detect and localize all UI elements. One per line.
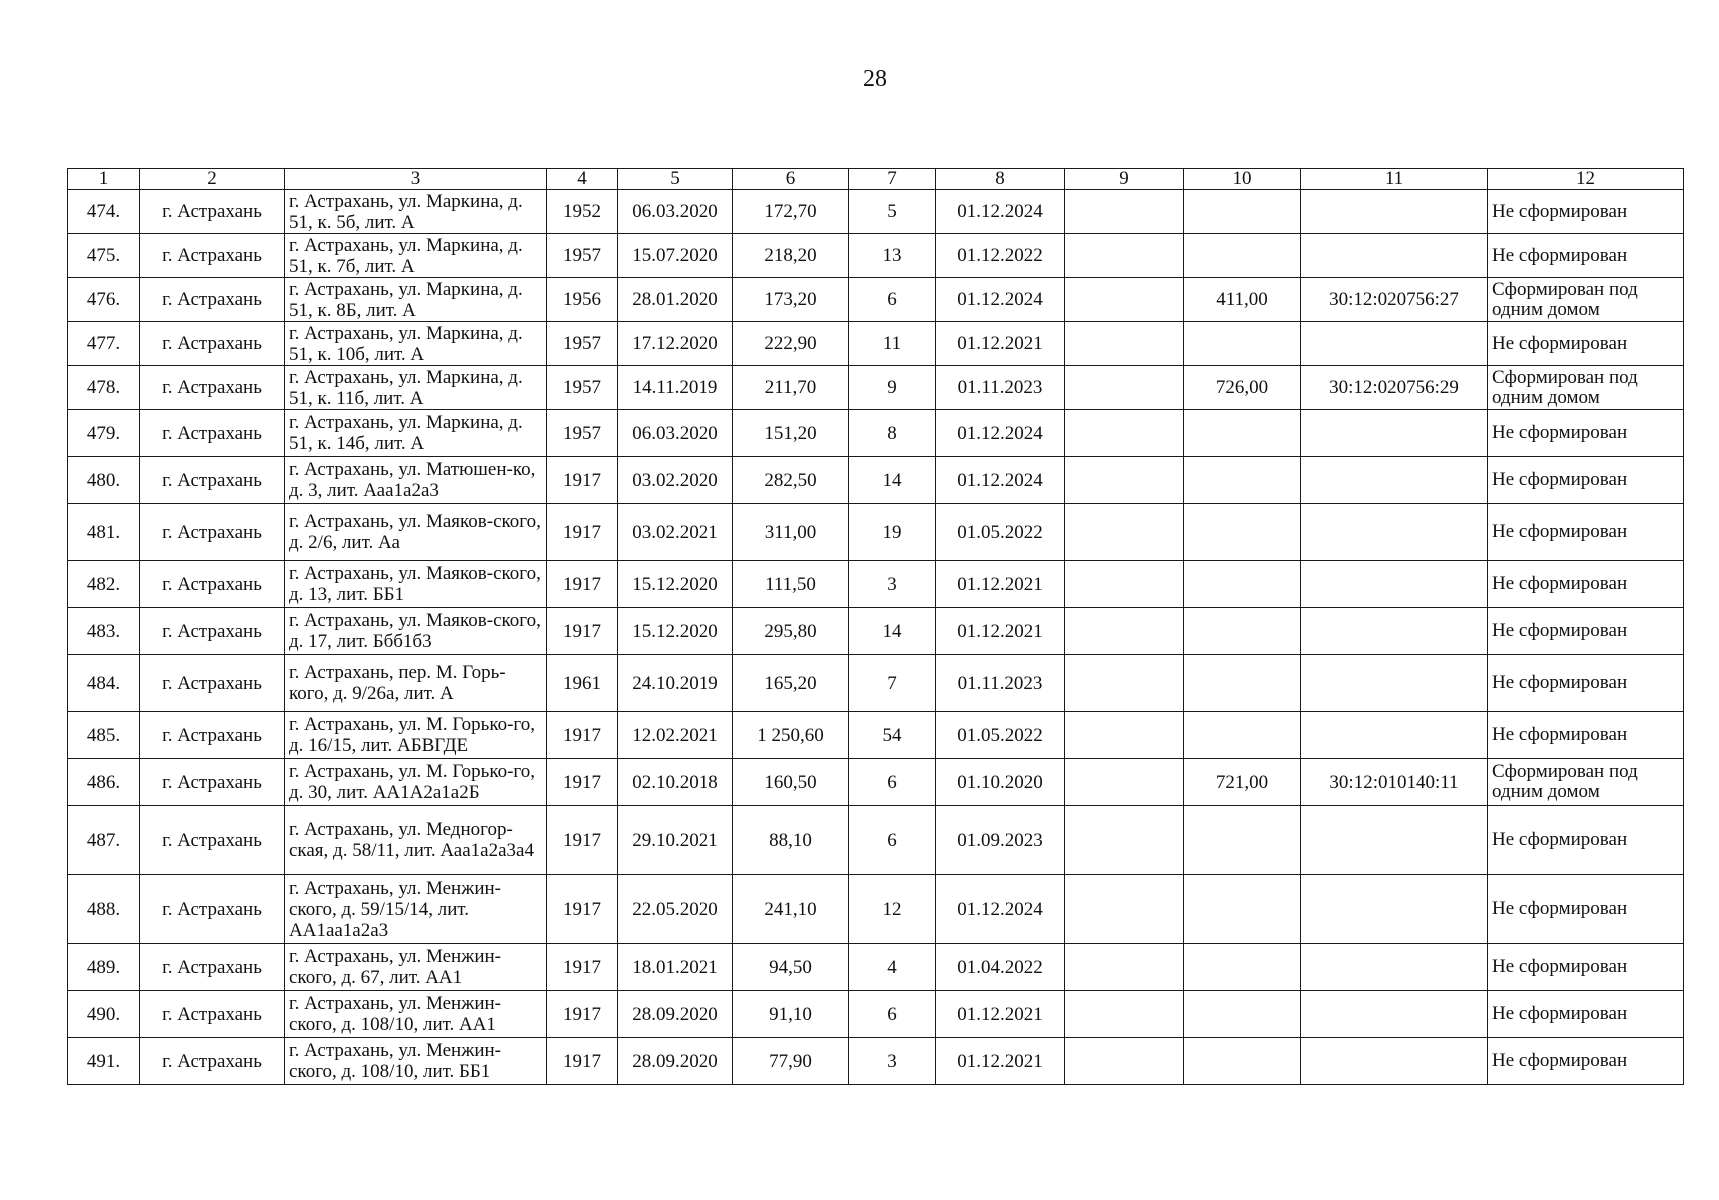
area-cell: 151,20 [733, 410, 849, 457]
date-cell: 28.09.2020 [618, 991, 733, 1038]
land-area-cell [1184, 991, 1301, 1038]
status-cell: Не сформирован [1488, 457, 1684, 504]
date-cell: 24.10.2019 [618, 655, 733, 712]
city-cell: г. Астрахань [140, 608, 285, 655]
deadline-cell: 01.12.2021 [936, 322, 1065, 366]
status-cell: Не сформирован [1488, 944, 1684, 991]
land-area-cell [1184, 655, 1301, 712]
row-number: 483. [68, 608, 140, 655]
table-row [68, 190, 1684, 234]
residents-cell: 3 [849, 1038, 936, 1085]
column-9-cell [1065, 655, 1184, 712]
date-cell: 28.01.2020 [618, 278, 733, 322]
city-cell: г. Астрахань [140, 322, 285, 366]
row-number: 474. [68, 190, 140, 234]
date-cell: 15.12.2020 [618, 561, 733, 608]
status-cell: Сформирован под одним домом [1488, 759, 1684, 806]
area-cell: 172,70 [733, 190, 849, 234]
area-cell: 111,50 [733, 561, 849, 608]
deadline-cell: 01.10.2020 [936, 759, 1065, 806]
city-cell: г. Астрахань [140, 944, 285, 991]
date-cell: 12.02.2021 [618, 712, 733, 759]
area-cell: 1 250,60 [733, 712, 849, 759]
table-row [68, 655, 1684, 712]
year-cell: 1957 [547, 322, 618, 366]
row-number: 478. [68, 366, 140, 410]
year-cell: 1957 [547, 234, 618, 278]
residents-cell: 6 [849, 806, 936, 875]
cadastral-number-cell [1301, 234, 1488, 278]
address-cell: г. Астрахань, ул. Маркина, д. 51, к. 14б, лит. А [285, 410, 547, 457]
area-cell: 211,70 [733, 366, 849, 410]
city-cell: г. Астрахань [140, 410, 285, 457]
column-header: 2 [140, 169, 285, 190]
column-header: 12 [1488, 169, 1684, 190]
deadline-cell: 01.12.2022 [936, 234, 1065, 278]
status-cell: Не сформирован [1488, 712, 1684, 759]
cadastral-number-cell [1301, 991, 1488, 1038]
residents-cell: 8 [849, 410, 936, 457]
table-row [68, 278, 1684, 322]
table-row [68, 944, 1684, 991]
column-9-cell [1065, 875, 1184, 944]
area-cell: 311,00 [733, 504, 849, 561]
status-cell: Не сформирован [1488, 190, 1684, 234]
area-cell: 88,10 [733, 806, 849, 875]
address-cell: г. Астрахань, ул. Маяков-ского, д. 17, лит. Ббб1б3 [285, 608, 547, 655]
year-cell: 1917 [547, 712, 618, 759]
land-area-cell [1184, 322, 1301, 366]
table-row [68, 561, 1684, 608]
deadline-cell: 01.05.2022 [936, 712, 1065, 759]
table-row [68, 875, 1684, 944]
year-cell: 1956 [547, 278, 618, 322]
residents-cell: 5 [849, 190, 936, 234]
land-area-cell: 726,00 [1184, 366, 1301, 410]
row-number: 489. [68, 944, 140, 991]
page-number: 28 [863, 66, 887, 92]
land-area-cell [1184, 504, 1301, 561]
cadastral-number-cell [1301, 504, 1488, 561]
date-cell: 17.12.2020 [618, 322, 733, 366]
column-9-cell [1065, 278, 1184, 322]
deadline-cell: 01.12.2024 [936, 875, 1065, 944]
city-cell: г. Астрахань [140, 875, 285, 944]
address-cell: г. Астрахань, ул. Менжин-ского, д. 108/10, лит. ББ1 [285, 1038, 547, 1085]
address-cell: г. Астрахань, ул. Маяков-ского, д. 2/6, лит. Аа [285, 504, 547, 561]
status-cell: Не сформирован [1488, 655, 1684, 712]
date-cell: 06.03.2020 [618, 190, 733, 234]
table-row [68, 991, 1684, 1038]
column-9-cell [1065, 322, 1184, 366]
date-cell: 14.11.2019 [618, 366, 733, 410]
deadline-cell: 01.12.2024 [936, 410, 1065, 457]
address-cell: г. Астрахань, ул. Маркина, д. 51, к. 8Б, лит. А [285, 278, 547, 322]
deadline-cell: 01.04.2022 [936, 944, 1065, 991]
deadline-cell: 01.12.2024 [936, 278, 1065, 322]
address-cell: г. Астрахань, ул. Маркина, д. 51, к. 11б, лит. А [285, 366, 547, 410]
row-number: 486. [68, 759, 140, 806]
cadastral-number-cell [1301, 410, 1488, 457]
row-number: 485. [68, 712, 140, 759]
cadastral-number-cell [1301, 457, 1488, 504]
area-cell: 173,20 [733, 278, 849, 322]
year-cell: 1917 [547, 561, 618, 608]
address-cell: г. Астрахань, ул. Менжин-ского, д. 108/10, лит. АА1 [285, 991, 547, 1038]
year-cell: 1957 [547, 410, 618, 457]
city-cell: г. Астрахань [140, 991, 285, 1038]
land-area-cell: 721,00 [1184, 759, 1301, 806]
cadastral-number-cell [1301, 1038, 1488, 1085]
column-9-cell [1065, 608, 1184, 655]
date-cell: 29.10.2021 [618, 806, 733, 875]
date-cell: 15.07.2020 [618, 234, 733, 278]
residents-cell: 11 [849, 322, 936, 366]
date-cell: 28.09.2020 [618, 1038, 733, 1085]
land-area-cell [1184, 410, 1301, 457]
residents-cell: 6 [849, 278, 936, 322]
address-cell: г. Астрахань, ул. М. Горько-го, д. 16/15, лит. АБВГДЕ [285, 712, 547, 759]
table-row [68, 759, 1684, 806]
year-cell: 1917 [547, 504, 618, 561]
residents-cell: 3 [849, 561, 936, 608]
residents-cell: 4 [849, 944, 936, 991]
table-row [68, 806, 1684, 875]
row-number: 476. [68, 278, 140, 322]
date-cell: 03.02.2020 [618, 457, 733, 504]
column-header: 10 [1184, 169, 1301, 190]
date-cell: 03.02.2021 [618, 504, 733, 561]
address-cell: г. Астрахань, ул. Маркина, д. 51, к. 10б, лит. А [285, 322, 547, 366]
column-header: 8 [936, 169, 1065, 190]
land-area-cell [1184, 806, 1301, 875]
column-header: 7 [849, 169, 936, 190]
column-header: 5 [618, 169, 733, 190]
area-cell: 91,10 [733, 991, 849, 1038]
row-number: 481. [68, 504, 140, 561]
row-number: 482. [68, 561, 140, 608]
row-number: 488. [68, 875, 140, 944]
cadastral-number-cell [1301, 322, 1488, 366]
area-cell: 241,10 [733, 875, 849, 944]
area-cell: 218,20 [733, 234, 849, 278]
area-cell: 77,90 [733, 1038, 849, 1085]
column-9-cell [1065, 410, 1184, 457]
year-cell: 1961 [547, 655, 618, 712]
column-9-cell [1065, 944, 1184, 991]
cadastral-number-cell [1301, 712, 1488, 759]
column-header: 9 [1065, 169, 1184, 190]
year-cell: 1952 [547, 190, 618, 234]
city-cell: г. Астрахань [140, 457, 285, 504]
city-cell: г. Астрахань [140, 504, 285, 561]
row-number: 491. [68, 1038, 140, 1085]
year-cell: 1917 [547, 806, 618, 875]
status-cell: Сформирован под одним домом [1488, 366, 1684, 410]
cadastral-number-cell [1301, 944, 1488, 991]
housing-registry-table [67, 168, 1684, 1085]
row-number: 479. [68, 410, 140, 457]
residents-cell: 54 [849, 712, 936, 759]
column-header: 11 [1301, 169, 1488, 190]
residents-cell: 14 [849, 608, 936, 655]
deadline-cell: 01.11.2023 [936, 655, 1065, 712]
column-9-cell [1065, 806, 1184, 875]
date-cell: 18.01.2021 [618, 944, 733, 991]
date-cell: 02.10.2018 [618, 759, 733, 806]
land-area-cell [1184, 1038, 1301, 1085]
column-9-cell [1065, 504, 1184, 561]
column-header: 1 [68, 169, 140, 190]
status-cell: Не сформирован [1488, 561, 1684, 608]
status-cell: Не сформирован [1488, 410, 1684, 457]
residents-cell: 12 [849, 875, 936, 944]
deadline-cell: 01.12.2021 [936, 991, 1065, 1038]
deadline-cell: 01.12.2024 [936, 190, 1065, 234]
area-cell: 295,80 [733, 608, 849, 655]
residents-cell: 13 [849, 234, 936, 278]
row-number: 480. [68, 457, 140, 504]
cadastral-number-cell [1301, 561, 1488, 608]
address-cell: г. Астрахань, пер. М. Горь-кого, д. 9/26а, лит. А [285, 655, 547, 712]
address-cell: г. Астрахань, ул. Медногор-ская, д. 58/11, лит. Ааа1а2а3а4 [285, 806, 547, 875]
city-cell: г. Астрахань [140, 190, 285, 234]
cadastral-number-cell [1301, 655, 1488, 712]
column-header: 6 [733, 169, 849, 190]
table-row [68, 366, 1684, 410]
year-cell: 1957 [547, 366, 618, 410]
area-cell: 94,50 [733, 944, 849, 991]
column-9-cell [1065, 759, 1184, 806]
deadline-cell: 01.05.2022 [936, 504, 1065, 561]
status-cell: Сформирован под одним домом [1488, 278, 1684, 322]
column-header: 3 [285, 169, 547, 190]
cadastral-number-cell: 30:12:020756:27 [1301, 278, 1488, 322]
residents-cell: 19 [849, 504, 936, 561]
land-area-cell [1184, 712, 1301, 759]
land-area-cell [1184, 561, 1301, 608]
city-cell: г. Астрахань [140, 806, 285, 875]
land-area-cell [1184, 457, 1301, 504]
year-cell: 1917 [547, 1038, 618, 1085]
status-cell: Не сформирован [1488, 1038, 1684, 1085]
city-cell: г. Астрахань [140, 1038, 285, 1085]
address-cell: г. Астрахань, ул. Менжин-ского, д. 67, лит. АА1 [285, 944, 547, 991]
address-cell: г. Астрахань, ул. Маяков-ского, д. 13, лит. ББ1 [285, 561, 547, 608]
table-row [68, 322, 1684, 366]
city-cell: г. Астрахань [140, 234, 285, 278]
column-header: 4 [547, 169, 618, 190]
cadastral-number-cell: 30:12:010140:11 [1301, 759, 1488, 806]
status-cell: Не сформирован [1488, 608, 1684, 655]
city-cell: г. Астрахань [140, 278, 285, 322]
deadline-cell: 01.12.2024 [936, 457, 1065, 504]
area-cell: 282,50 [733, 457, 849, 504]
status-cell: Не сформирован [1488, 504, 1684, 561]
year-cell: 1917 [547, 875, 618, 944]
date-cell: 15.12.2020 [618, 608, 733, 655]
table-row [68, 410, 1684, 457]
land-area-cell [1184, 875, 1301, 944]
date-cell: 06.03.2020 [618, 410, 733, 457]
city-cell: г. Астрахань [140, 759, 285, 806]
column-9-cell [1065, 561, 1184, 608]
column-9-cell [1065, 457, 1184, 504]
year-cell: 1917 [547, 944, 618, 991]
table-row [68, 1038, 1684, 1085]
status-cell: Не сформирован [1488, 322, 1684, 366]
table-row [68, 608, 1684, 655]
year-cell: 1917 [547, 991, 618, 1038]
column-9-cell [1065, 991, 1184, 1038]
status-cell: Не сформирован [1488, 875, 1684, 944]
year-cell: 1917 [547, 759, 618, 806]
table-row [68, 504, 1684, 561]
column-9-cell [1065, 1038, 1184, 1085]
deadline-cell: 01.12.2021 [936, 561, 1065, 608]
land-area-cell [1184, 944, 1301, 991]
table-row [68, 234, 1684, 278]
area-cell: 160,50 [733, 759, 849, 806]
address-cell: г. Астрахань, ул. Менжин-ского, д. 59/15/14, лит. АА1аа1а2а3 [285, 875, 547, 944]
row-number: 475. [68, 234, 140, 278]
deadline-cell: 01.11.2023 [936, 366, 1065, 410]
city-cell: г. Астрахань [140, 366, 285, 410]
area-cell: 165,20 [733, 655, 849, 712]
address-cell: г. Астрахань, ул. Маркина, д. 51, к. 5б, лит. А [285, 190, 547, 234]
residents-cell: 6 [849, 991, 936, 1038]
table-row [68, 712, 1684, 759]
residents-cell: 14 [849, 457, 936, 504]
date-cell: 22.05.2020 [618, 875, 733, 944]
deadline-cell: 01.12.2021 [936, 608, 1065, 655]
city-cell: г. Астрахань [140, 655, 285, 712]
city-cell: г. Астрахань [140, 561, 285, 608]
row-number: 487. [68, 806, 140, 875]
address-cell: г. Астрахань, ул. Матюшен-ко, д. 3, лит. Ааа1а2а3 [285, 457, 547, 504]
status-cell: Не сформирован [1488, 991, 1684, 1038]
cadastral-number-cell [1301, 190, 1488, 234]
cadastral-number-cell [1301, 608, 1488, 655]
cadastral-number-cell [1301, 875, 1488, 944]
residents-cell: 9 [849, 366, 936, 410]
residents-cell: 7 [849, 655, 936, 712]
column-9-cell [1065, 712, 1184, 759]
row-number: 477. [68, 322, 140, 366]
column-9-cell [1065, 190, 1184, 234]
header-row [68, 169, 1684, 190]
row-number: 484. [68, 655, 140, 712]
city-cell: г. Астрахань [140, 712, 285, 759]
column-9-cell [1065, 234, 1184, 278]
deadline-cell: 01.09.2023 [936, 806, 1065, 875]
deadline-cell: 01.12.2021 [936, 1038, 1065, 1085]
land-area-cell [1184, 190, 1301, 234]
row-number: 490. [68, 991, 140, 1038]
status-cell: Не сформирован [1488, 234, 1684, 278]
land-area-cell: 411,00 [1184, 278, 1301, 322]
address-cell: г. Астрахань, ул. М. Горько-го, д. 30, лит. АА1А2а1а2Б [285, 759, 547, 806]
area-cell: 222,90 [733, 322, 849, 366]
year-cell: 1917 [547, 457, 618, 504]
table-row [68, 457, 1684, 504]
status-cell: Не сформирован [1488, 806, 1684, 875]
land-area-cell [1184, 234, 1301, 278]
land-area-cell [1184, 608, 1301, 655]
year-cell: 1917 [547, 608, 618, 655]
residents-cell: 6 [849, 759, 936, 806]
cadastral-number-cell: 30:12:020756:29 [1301, 366, 1488, 410]
address-cell: г. Астрахань, ул. Маркина, д. 51, к. 7б, лит. А [285, 234, 547, 278]
column-9-cell [1065, 366, 1184, 410]
cadastral-number-cell [1301, 806, 1488, 875]
